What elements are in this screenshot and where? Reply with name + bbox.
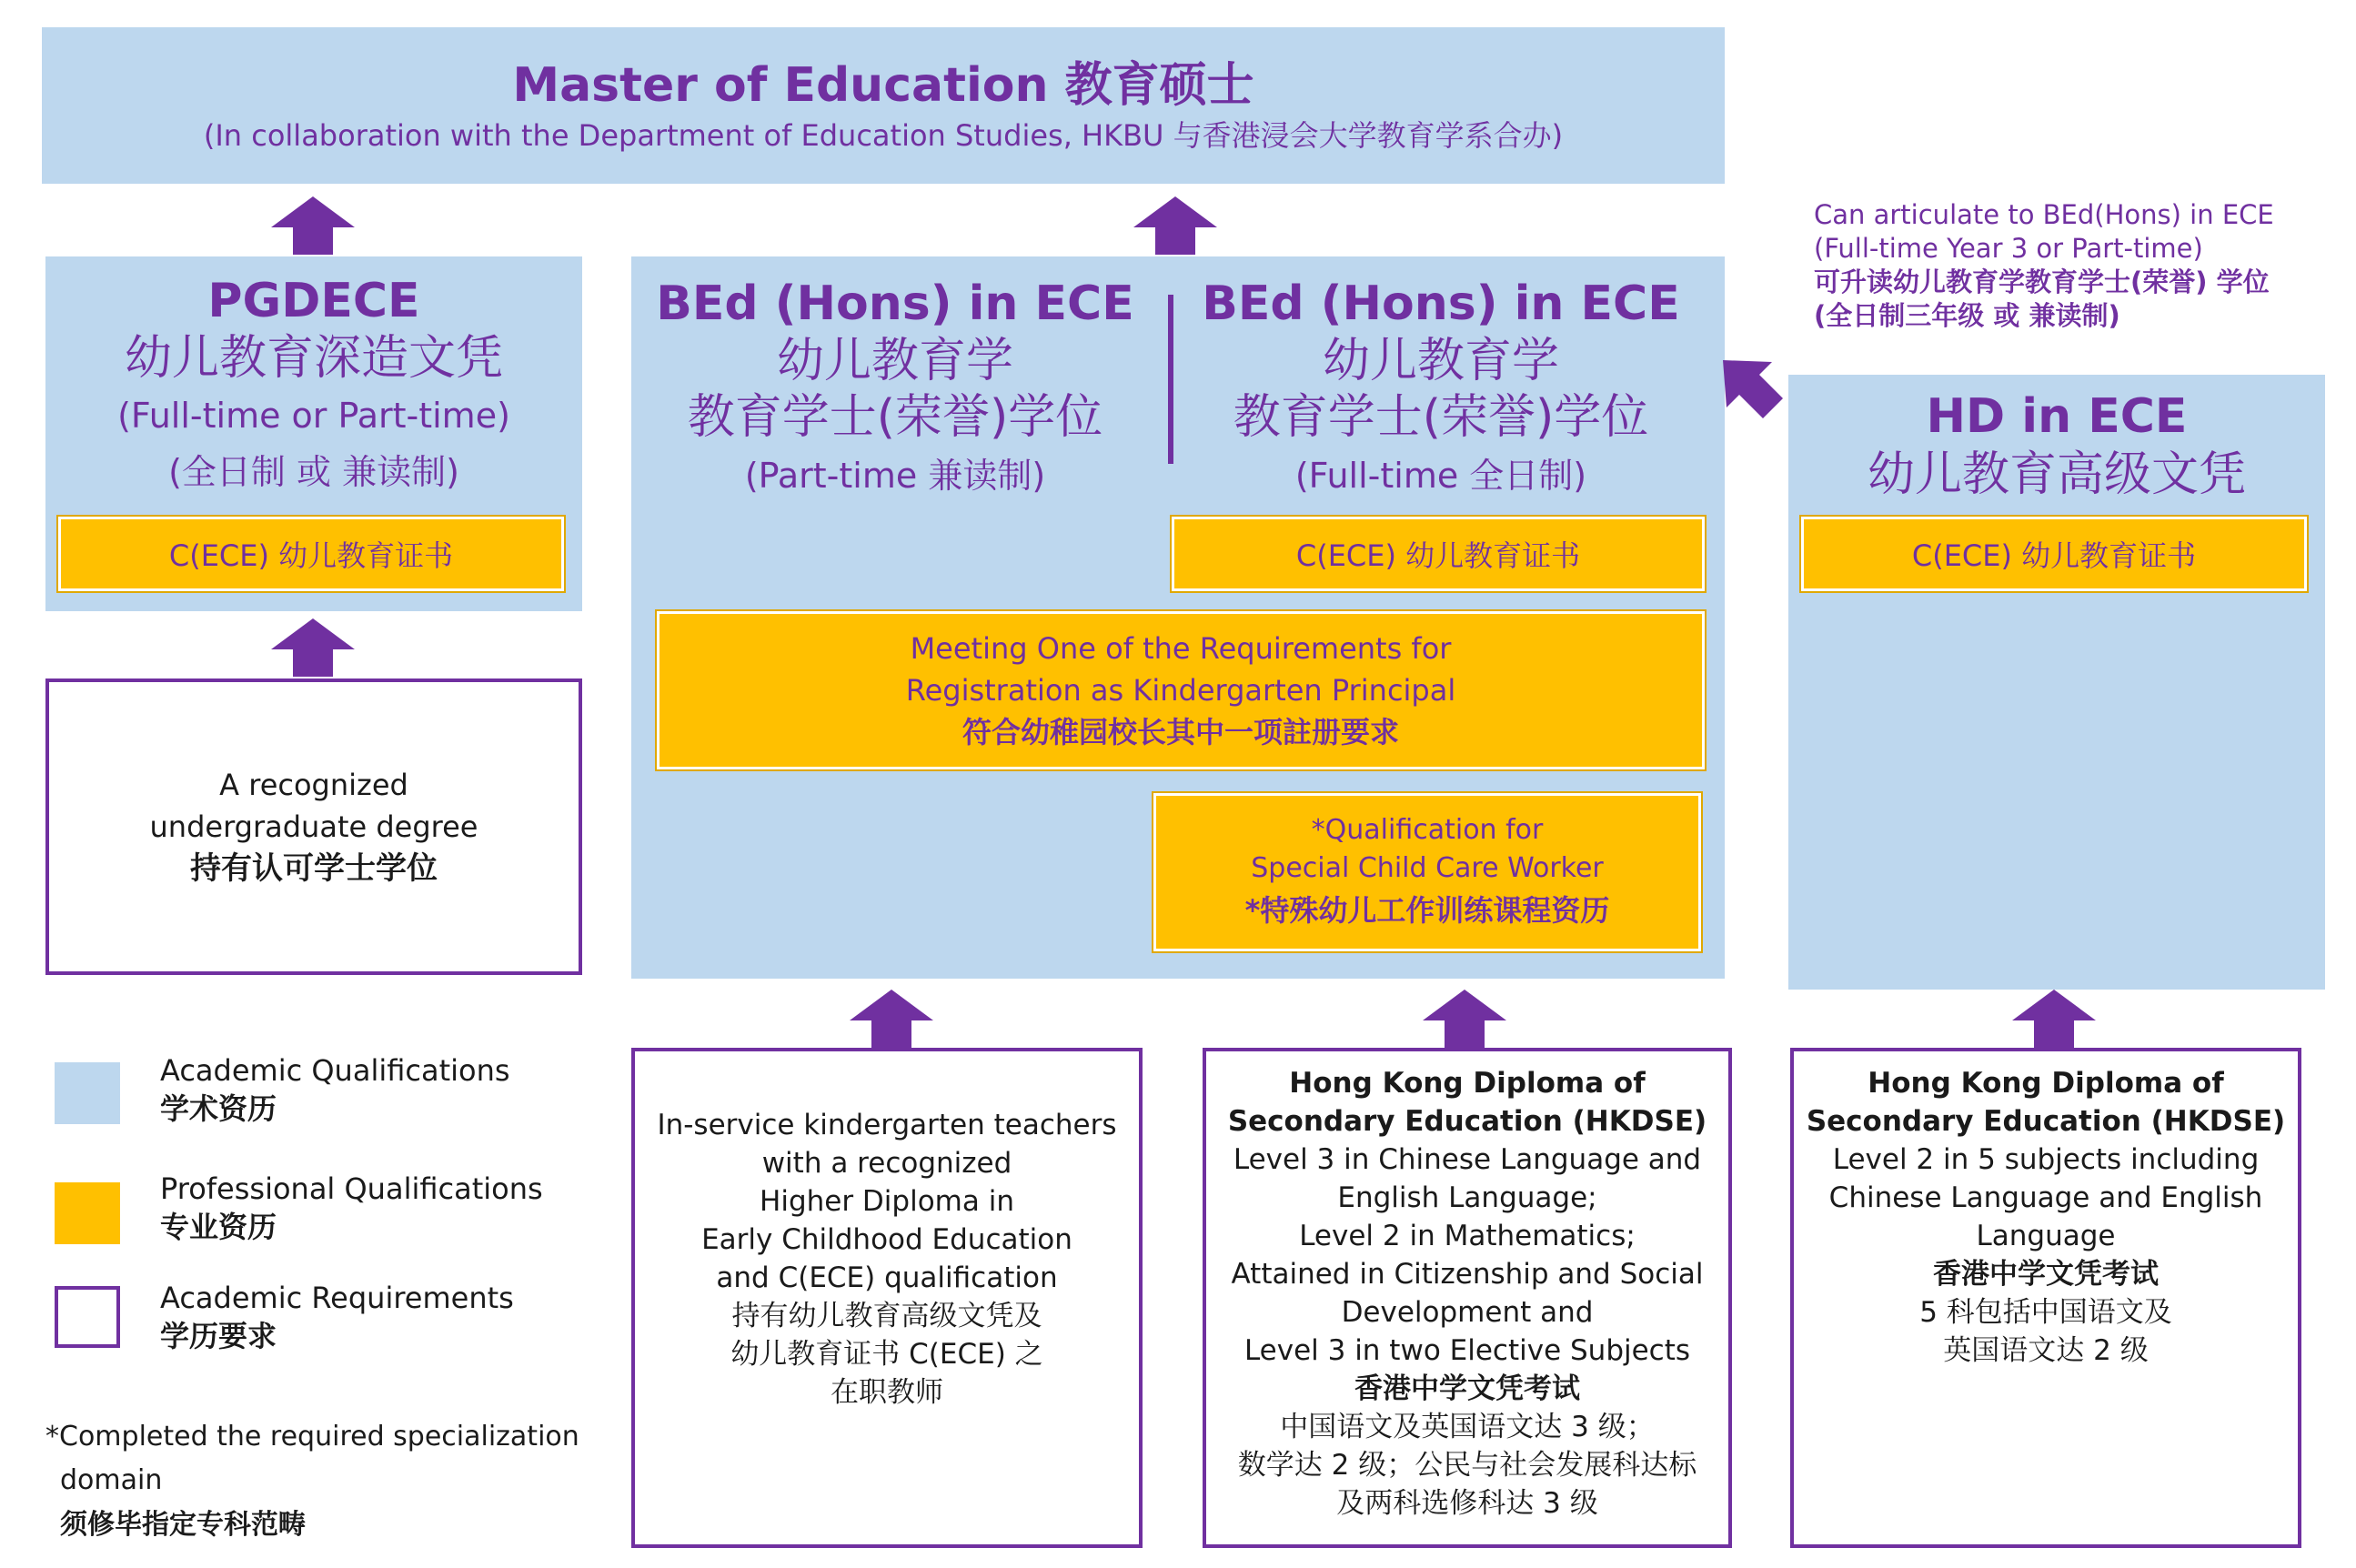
req-ft-line-cn: 中国语文及英国语文达 3 级；: [1280, 1411, 1655, 1443]
req-pt-line: 持有幼儿教育高级文凭及: [731, 1300, 1042, 1332]
footnote-line3: 须修毕指定专科范畴: [60, 1509, 306, 1541]
legend-professional-label: Professional Qualifications: [160, 1171, 543, 1206]
principal-box: [657, 611, 1705, 769]
principal-line1: Meeting One of the Requirements for: [910, 631, 1452, 666]
req-pt-line: In-service kindergarten teachers: [657, 1109, 1117, 1141]
legend-academic-label: Academic Qualifications: [160, 1053, 510, 1088]
special-line1: *Qualification for: [1311, 814, 1544, 846]
arrow-diagonal-icon: [1716, 353, 1788, 426]
special-line3: *特殊幼儿工作训练课程资历: [1244, 893, 1610, 928]
hd-cert: C(ECE) 幼儿教育证书: [1911, 538, 2197, 573]
pgdece-cert: C(ECE) 幼儿教育证书: [168, 538, 454, 573]
bed-pt-line2: 教育学士(荣誉)学位: [687, 390, 1103, 445]
req-hd-box: [1790, 1048, 2301, 1548]
hd-title: HD in ECE: [1926, 389, 2188, 444]
bed-pt-mode: (Part-time 兼读制): [744, 456, 1046, 496]
articulate-line3: 可升读幼儿教育学教育学士(荣誉) 学位: [1814, 266, 2270, 297]
req-ft-head2: Secondary Education (HKDSE): [1227, 1105, 1707, 1138]
legend-academic: [160, 1051, 510, 1128]
bed-pt-line1: 幼儿教育学: [776, 334, 1013, 388]
bed-ft-cert-box: [1172, 517, 1705, 591]
req-ft-line-cn: 数学达 2 级；公民与社会发展科达标: [1237, 1449, 1697, 1482]
principal-line2: Registration as Kindergarten Principal: [905, 673, 1456, 708]
req-hd-head2: Secondary Education (HKDSE): [1806, 1105, 2286, 1138]
hd-title-cn: 幼儿教育高级文凭: [1867, 447, 2246, 502]
legend-professional: [160, 1170, 543, 1246]
req-pt-line: 幼儿教育证书 C(ECE) 之: [730, 1338, 1043, 1371]
req-ft-box: [1203, 1048, 1732, 1548]
bed-pt-title: BEd (Hons) in ECE: [656, 276, 1134, 331]
req-ft-line-cn: 及两科选修科达 3 级: [1336, 1487, 1598, 1520]
bed-ft-title: BEd (Hons) in ECE: [1202, 276, 1680, 331]
req-pt-line: with a recognized: [761, 1147, 1012, 1180]
req-ft-line: Level 3 in Chinese Language and: [1233, 1143, 1702, 1176]
req-ft-head1: Hong Kong Diploma of: [1289, 1067, 1646, 1100]
pgdece-cert-box: [58, 517, 564, 591]
legend-requirements-swatch: [55, 1286, 120, 1348]
articulate-line2: (Full-time Year 3 or Part-time): [1814, 233, 2203, 264]
req-ft-head-cn: 香港中学文凭考试: [1354, 1372, 1580, 1405]
req-pt-box: [631, 1048, 1143, 1548]
req-pt-line: Early Childhood Education: [701, 1223, 1072, 1256]
bed-ft-mode: (Full-time 全日制): [1294, 456, 1587, 496]
master-of-education-box: [42, 27, 1725, 184]
req-hd-head1: Hong Kong Diploma of: [1868, 1067, 2224, 1100]
bed-ft-line2: 教育学士(荣誉)学位: [1233, 390, 1649, 445]
footnote: [45, 1415, 609, 1548]
footnote-line1: *Completed the required specialization: [45, 1421, 579, 1452]
req-hd-line: Language: [1976, 1220, 2116, 1252]
master-title: Master of Education 教育硕士: [512, 58, 1254, 113]
special-box: [1153, 793, 1701, 951]
legend-professional-label-cn: 专业资历: [160, 1210, 277, 1244]
legend-requirements-label: Academic Requirements: [160, 1281, 514, 1315]
articulate-note: [1814, 198, 2341, 335]
legend-academic-label-cn: 学术资历: [160, 1091, 277, 1126]
bed-ft-cert: C(ECE) 幼儿教育证书: [1295, 538, 1581, 573]
hd-box: [1788, 375, 2325, 990]
req-ft-line: Level 2 in Mathematics;: [1299, 1220, 1636, 1252]
legend-professional-swatch: [55, 1182, 120, 1244]
req-pt-line: Higher Diploma in: [760, 1185, 1014, 1218]
req-hd-line-cn: 英国语文达 2 级: [1943, 1334, 2149, 1367]
legend-academic-swatch: [55, 1062, 120, 1124]
bed-ft-line1: 幼儿教育学: [1322, 334, 1559, 388]
legend-requirements: [160, 1279, 514, 1355]
req-pgdece-line3: 持有认可学士学位: [190, 850, 438, 887]
hd-cert-box: [1801, 517, 2307, 591]
req-hd-line-cn: 5 科包括中国语文及: [1919, 1296, 2172, 1329]
req-pgdece-box: [45, 678, 582, 975]
req-ft-line: Development and: [1341, 1296, 1594, 1329]
req-hd-head-cn: 香港中学文凭考试: [1933, 1258, 2159, 1291]
bed-divider: [1168, 295, 1173, 464]
pgdece-title: PGDECE: [207, 274, 420, 328]
req-pgdece-line1: A recognized: [219, 768, 408, 802]
req-pgdece-line2: undergraduate degree: [149, 809, 478, 844]
pgdece-mode-cn: (全日制 或 兼读制): [168, 452, 459, 492]
pgdece-mode: (Full-time or Part-time): [117, 396, 510, 436]
special-line2: Special Child Care Worker: [1251, 852, 1604, 884]
principal-line3: 符合幼稚园校长其中一项註册要求: [962, 715, 1399, 749]
req-hd-line: Level 2 in 5 subjects including: [1832, 1143, 2260, 1176]
articulate-line1: Can articulate to BEd(Hons) in ECE: [1814, 199, 2274, 230]
master-subtitle: (In collaboration with the Department of Education Studies, HKBU 与香港浸会大学教育学系合办): [203, 118, 1564, 153]
legend-requirements-label-cn: 学历要求: [160, 1319, 277, 1353]
req-pt-line: 在职教师: [831, 1376, 943, 1409]
articulate-line4: (全日制三年级 或 兼读制): [1814, 300, 2120, 331]
req-ft-line: Level 3 in two Elective Subjects: [1243, 1334, 1691, 1367]
req-ft-line: English Language;: [1337, 1181, 1597, 1214]
req-hd-line: Chinese Language and English: [1828, 1181, 2263, 1214]
req-ft-line: Attained in Citizenship and Social: [1231, 1258, 1704, 1291]
pgdece-title-cn: 幼儿教育深造文凭: [124, 331, 503, 386]
footnote-line2: domain: [60, 1464, 163, 1496]
req-pt-line: and C(ECE) qualification: [716, 1261, 1058, 1294]
